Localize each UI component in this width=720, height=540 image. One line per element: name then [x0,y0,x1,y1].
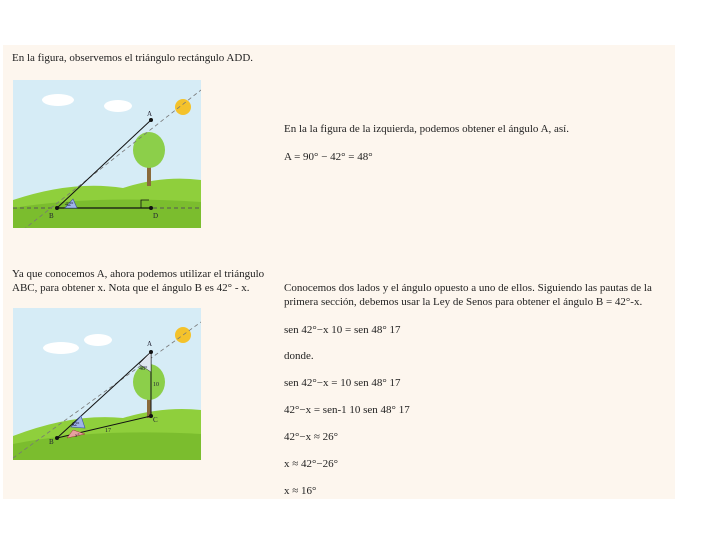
sun-icon [175,99,191,115]
label-angle-b-2: 42° [71,422,80,428]
label-angle-b: 42° [65,202,74,208]
label-d: D [153,212,159,220]
section1-intro: En la figura, observemos el triángulo rectángulo ADD. [12,52,254,64]
step-4: 42°−x = sen-1 10 sen 48° 17 [284,404,410,416]
section2-intro-line1: Ya que conocemos A, ahora podemos utilizar el triángulo [12,268,265,280]
document-page [3,45,675,499]
section2-explanation-line2: primera sección, debemos usar la Ley de Senos para obtener el ángulo B = 42°-x. [284,296,643,308]
label-c: C [153,416,158,424]
figure-triangle-abd [13,80,201,228]
figure-triangle-abc [13,308,201,460]
label-angle-x: x° [75,434,80,439]
section1-explanation: En la la figura de la izquierda, podemos obtener el ángulo A, así. [284,123,569,135]
label-angle-a: 48° [139,366,148,372]
section2-intro-line2: ABC, para obtener x. Nota que el ángulo B es 42° - x. [12,282,250,294]
section1-equation: A = 90° − 42° = 48° [284,151,373,163]
sun-icon-2 [175,327,191,343]
label-b: B [49,212,54,220]
step-1: sen 42°−x 10 = sen 48° 17 [284,324,401,336]
step-6: x ≈ 42°−26° [284,458,339,470]
label-b-2: B [49,438,54,446]
label-a-2: A [147,340,153,348]
label-a: A [147,110,153,118]
label-side-ac: 10 [153,382,159,388]
step-7: x ≈ 16° [284,485,317,497]
step-2: donde. [284,350,314,362]
step-5: 42°−x ≈ 26° [284,431,339,443]
section2-explanation-line1: Conocemos dos lados y el ángulo opuesto a uno de ellos. Siguiendo las pautas de la [284,282,652,294]
label-side-bc: 17 [105,428,111,434]
step-3: sen 42°−x = 10 sen 48° 17 [284,377,401,389]
